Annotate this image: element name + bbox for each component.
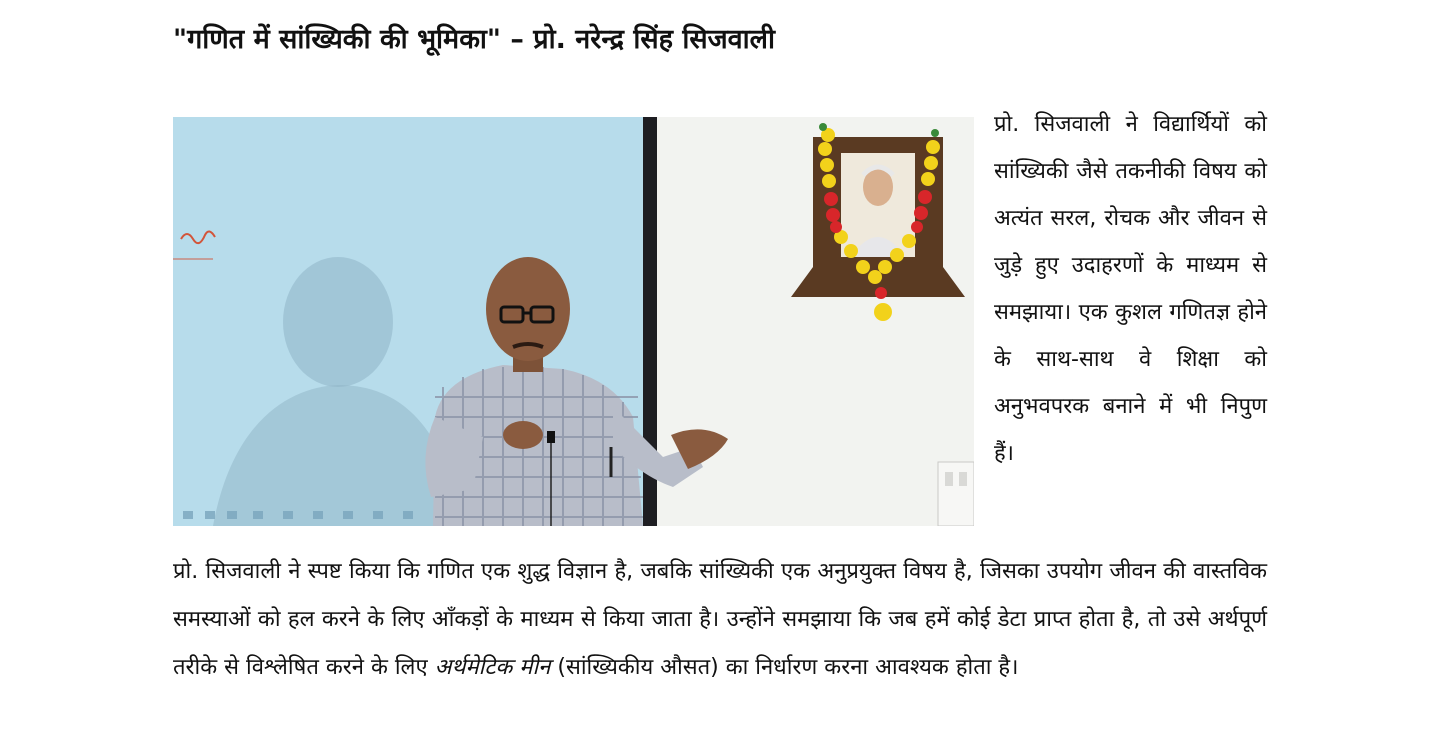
- body-text-part-1: प्रो. सिजवाली ने स्पष्ट किया कि गणित एक शुद्ध विज्ञान है, जबकि सांख्यिकी एक अनुप्रयुक्त विषय है, जिसका उपयोग जीवन की वास्तविक समस्याओं को हल करने के लिए आँकड़ों के माध्यम से किया जाता है। उन्होंने समझाया कि जब हमें कोई डेटा प्राप्त होता है, तो उसे अर्थपूर्ण तरीके से विश्लेषित करने के लिए: [173, 559, 1267, 680]
- body-text-part-2: (सांख्यिकीय औसत) का निर्धारण करना आवश्यक होता है।: [550, 655, 1019, 680]
- framed-portrait: [791, 123, 965, 321]
- arithmetic-mean-term: अर्थमेटिक मीन: [434, 655, 551, 680]
- lecture-photo: [173, 117, 974, 526]
- article-title: "गणित में सांख्यिकी की भूमिका" – प्रो. नरेन्द्र सिंह सिजवाली: [173, 24, 775, 55]
- body-paragraph: [173, 548, 1267, 692]
- side-paragraph: प्रो. सिजवाली ने विद्यार्थियों को सांख्यिकी जैसे तकनीकी विषय को अत्यंत सरल, रोचक और जीवन से जुड़े हुए उदाहरणों के माध्यम से समझाया। एक कुशल गणितज्ञ होने के साथ-साथ वे शिक्षा को अनुभवपरक बनाने में भी निपुण हैं।: [994, 112, 1267, 466]
